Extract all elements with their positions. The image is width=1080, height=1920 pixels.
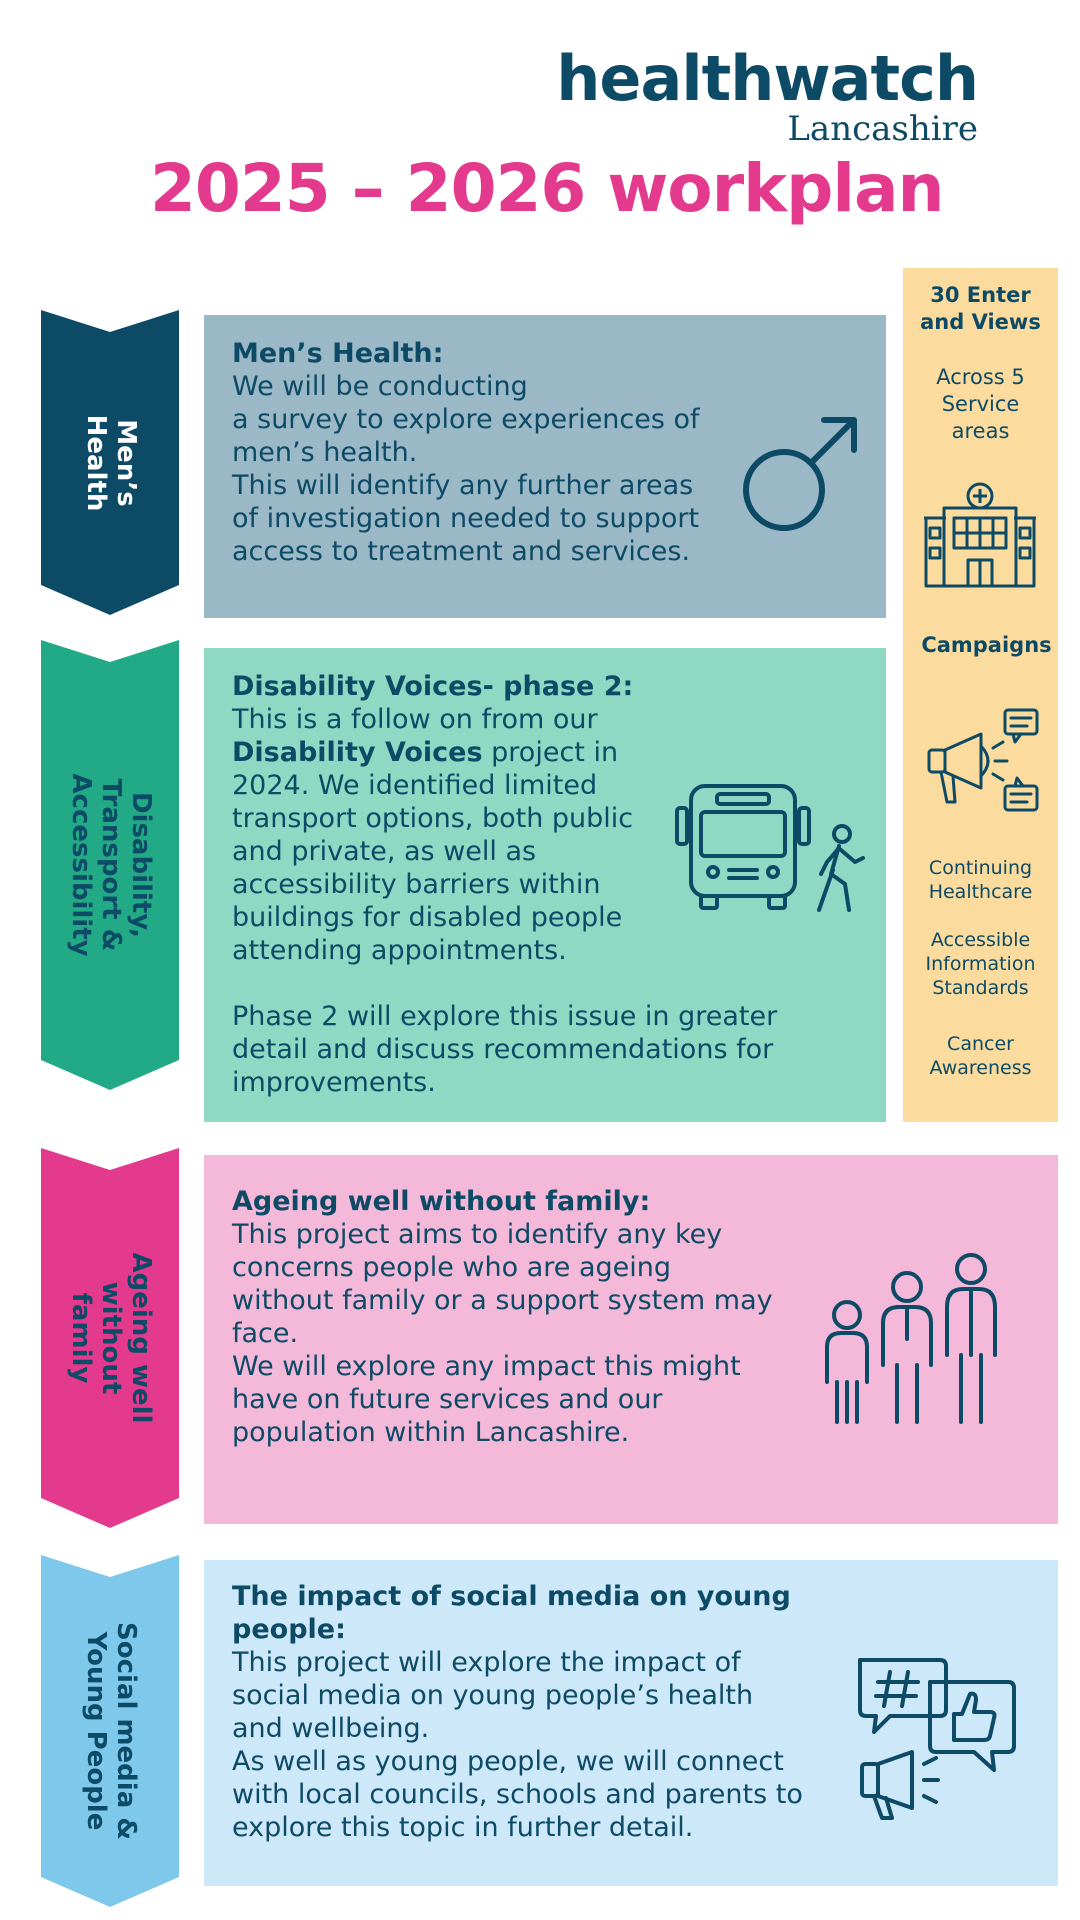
ribbon-label: Disability, Transport & Accessibility [66, 773, 156, 957]
ribbon-label: Ageing well without family [66, 1252, 156, 1424]
campaign-cancer-awareness: Cancer Awareness [929, 1033, 1032, 1079]
social-media-hashtag-like-megaphone-icon [852, 1652, 1032, 1822]
card-disability [204, 648, 886, 1122]
ribbon-label-wrap [41, 1555, 179, 1907]
hospital-building-icon [922, 480, 1038, 588]
enter-views-subtitle: Across 5 Service areas [936, 365, 1025, 443]
page-title: 2025 – 2026 workplan [150, 150, 944, 227]
card-text: Disability Voices- phase 2: This is a follow on from our Disability Voices project in 2024. We identified limited transport options, both public and private, as well as accessibility barriers within buildings for disabled people attending appointments. Phase 2 will explore this issue in greater detail and discuss recommendations for improvements. [232, 671, 778, 1098]
card-heading: Ageing well without family: [232, 1186, 651, 1217]
logo-wordmark: healthwatch [556, 42, 978, 115]
card-text: Ageing well without family: This project aims to identify any key concerns people who are ageing without family or a support system may face. We will explore any impact this might have on future services and our population within Lancashire. [232, 1186, 773, 1448]
campaigns-title: Campaigns [921, 633, 1052, 657]
card-ageing-well [204, 1155, 1058, 1524]
card-social-media [204, 1560, 1058, 1886]
healthwatch-logo [556, 42, 978, 149]
card-text: The impact of social media on young people: This project will explore the impact of social media on young people’s health and wellbeing. As well as young people, we will connect with local councils, schools and parents to explore this topic in further detail. [232, 1581, 803, 1843]
ribbon-label: Social media & Young People [81, 1622, 141, 1840]
logo-region: Lancashire [787, 109, 978, 149]
male-symbol-icon [734, 410, 864, 540]
ribbon-label: Men’s Health [81, 414, 141, 511]
card-mens-health [204, 315, 886, 618]
three-people-icon [819, 1247, 1004, 1429]
card-heading: Men’s Health: [232, 338, 444, 369]
sidebar-enter-views-campaigns [903, 268, 1058, 1122]
ribbon-label-wrap [41, 310, 179, 615]
card-heading: The impact of social media on young [232, 1581, 791, 1612]
megaphone-chat-icon [923, 706, 1043, 818]
card-text: Men’s Health: We will be conducting a survey to explore experiences of men’s health. This will identify any further areas of investigation needed to support access to treatment and services. [232, 338, 700, 567]
card-heading: Disability Voices- phase 2: [232, 671, 634, 702]
enter-views-title: 30 Enter and Views [920, 283, 1041, 334]
ribbon-label-wrap [41, 640, 179, 1090]
bus-and-walking-person-icon [669, 778, 874, 913]
campaign-continuing-healthcare: Continuing Healthcare [928, 857, 1033, 903]
campaign-accessible-information-standards: Accessible Information Standards [925, 929, 1036, 999]
ribbon-label-wrap [41, 1148, 179, 1528]
